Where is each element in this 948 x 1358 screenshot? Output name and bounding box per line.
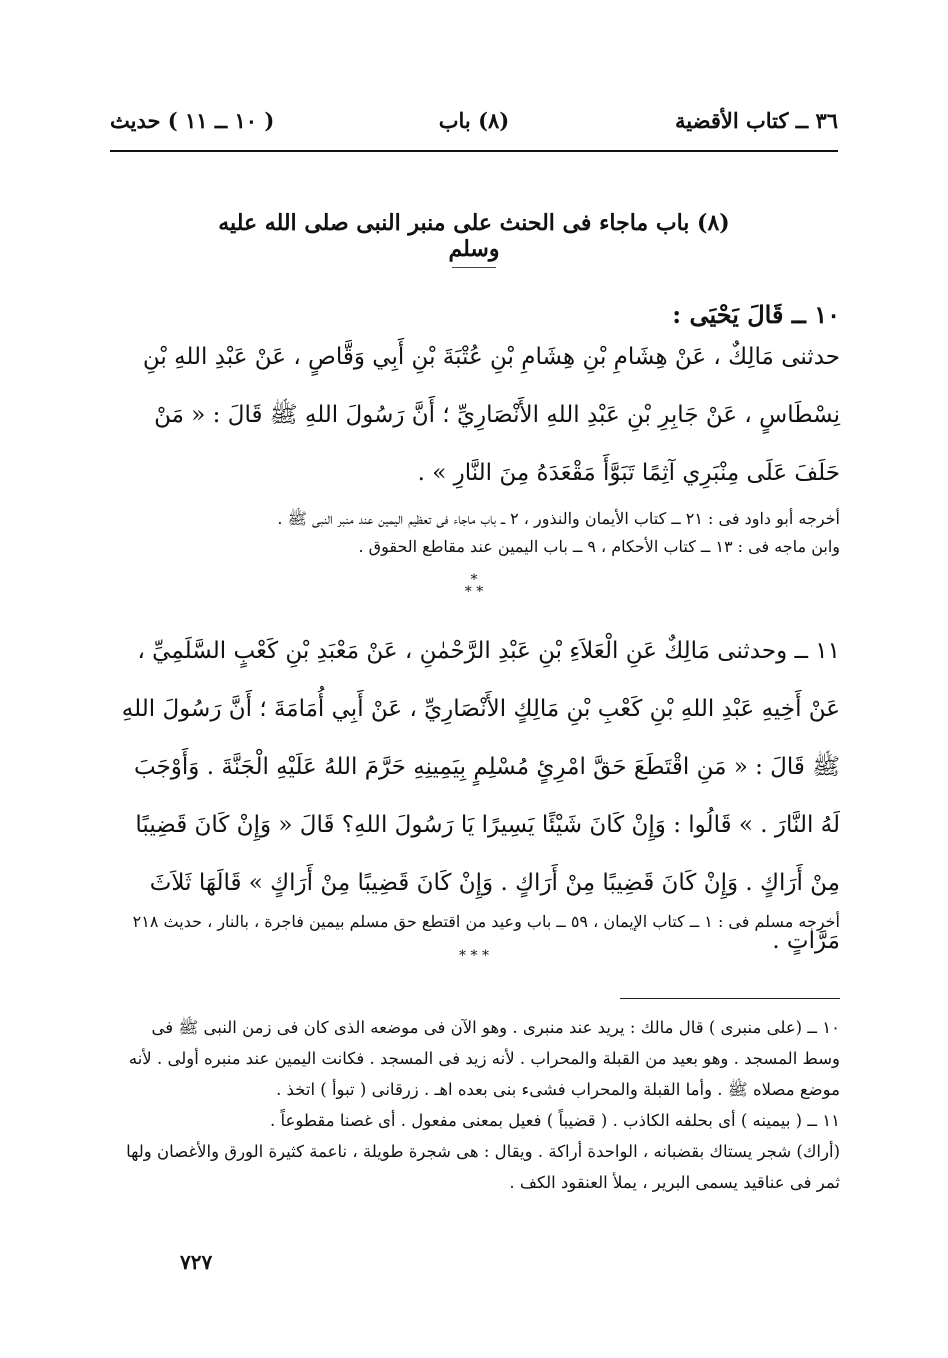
hadith-11-source: أخرجه مسلم فى : ١ ــ كتاب الإيمان ، ٥٩ ــ باب وعيد من اقتطع حق مسلم بيمين فاجرة ، بالنار ، حديث ٢١٨ <box>132 912 840 931</box>
footnote-rule <box>620 998 840 999</box>
header-book-title: ٣٦ ــ كتاب الأقضية <box>675 108 838 133</box>
hadith-11-text: ١١ ــ وحدثنى مَالِكٌ عَنِ الْعَلاَءِ بْنِ عَبْدِ الرَّحْمٰنِ ، عَنْ مَعْبَدِ بْنِ كَعْبٍ السَّلَمِيِّ ، عَنْ أَخِيهِ عَبْدِ اللهِ بْنِ كَعْبِ بْنِ مَالِكٍ الأَنْصَارِيِّ ، عَنْ أَبِي أُمَامَةَ ؛ أَنَّ رَسُولَ اللهِ ﷺ قَالَ : « مَنِ اقْتَطَعَ حَقَّ امْرِئٍ مُسْلِمٍ بِيَمِينِهِ حَرَّمَ اللهُ عَلَيْهِ الْجَنَّةَ . وَأَوْجَبَ لَهُ النَّارَ . » قَالُوا : وَإِنْ كَانَ شَيْئًا يَسِيرًا يَا رَسُولَ اللهِ؟ قَالَ « وَإِنْ كَانَ قَضِيبًا مِنْ أَرَاكٍ . وَإِنْ كَانَ قَضِيبًا مِنْ أَرَاكٍ . وَإِنْ كَانَ قَضِيبًا مِنْ أَرَاكٍ » قَالَهَا ثَلاَثَ مَرَّاتٍ . <box>121 638 840 954</box>
separator-stars-2: * * * <box>459 948 489 964</box>
page-number: ٧٢٧ <box>180 1250 213 1274</box>
separator-stars: * * * <box>464 572 484 600</box>
source-abu-dawud: أخرجه أبو داود فى : ٢١ ــ كتاب الأيمان والنذور ، ٢ ــ باب ماجاء فى تعظيم اليمين عند منبر النبى ﷺ . <box>277 509 840 528</box>
hadith-10-sources <box>110 505 840 561</box>
chapter-title: (٨) باب ماجاء فى الحنث على منبر النبى صلى الله عليه وسلم <box>218 210 730 262</box>
hadith-10-heading: ١٠ ــ قَالَ يَحْيَى : <box>672 300 840 329</box>
footnotes <box>110 1012 840 1198</box>
source-ibn-majah: وابن ماجه فى : ١٣ ــ كتاب الأحكام ، ٩ ــ باب اليمين عند مقاطع الحقوق . <box>358 537 840 556</box>
footnote-10: ١٠ ــ (على منبرى ) قال مالك : يريد عند منبرى . وهو الآن فى موضعه الذى كان فى زمن النبى ﷺ فى وسط المسجد . وهو بعيد من القبلة والمحراب . لأنه زيد فى المسجد . فكانت اليمين عند منبره أولى . لأنه موضع مصلاه ﷺ . وأما القبلة والمحراب فشىء بنى بعده اهـ . زرقانى ( تبوأ ) اتخذ . <box>128 1018 840 1099</box>
footnote-11: ١١ ــ ( بيمينه ) أى بحلفه الكاذب . ( قضيباً ) فعيل بمعنى مفعول . أى غصنا مقطوعاً . <box>269 1111 840 1130</box>
running-header <box>110 108 838 142</box>
header-rule <box>110 150 838 152</box>
hadith-10-text: حدثنى مَالِكٌ ، عَنْ هِشَامِ بْنِ هِشَامِ بْنِ عُتْبَةَ بْنِ أَبِي وَقَّاصٍ ، عَنْ عَبْدِ اللهِ بْنِ نِسْطَاسٍ ، عَنْ جَابِرِ بْنِ عَبْدِ اللهِ الأَنْصَارِيِّ ؛ أَنَّ رَسُولَ اللهِ ﷺ قَالَ : « مَنْ حَلَفَ عَلَى مِنْبَرِي آثِمًا تَبَوَّأَ مَقْعَدَهُ مِنَ النَّارِ » . <box>142 344 840 486</box>
title-rule <box>452 267 496 268</box>
footnote-arak: (أراك) شجر يستاك بقضبانه ، الواحدة أراكة . ويقال : هى شجرة طويلة ، ناعمة كثيرة الورق والأغصان ولها ثمر فى عناقيد يسمى البرير ، يملأ العنقود الكف . <box>126 1142 840 1192</box>
header-hadith-range: ( ١٠ ــ ١١ ) حديث <box>110 108 275 133</box>
header-chapter: (٨) باب <box>438 108 510 133</box>
